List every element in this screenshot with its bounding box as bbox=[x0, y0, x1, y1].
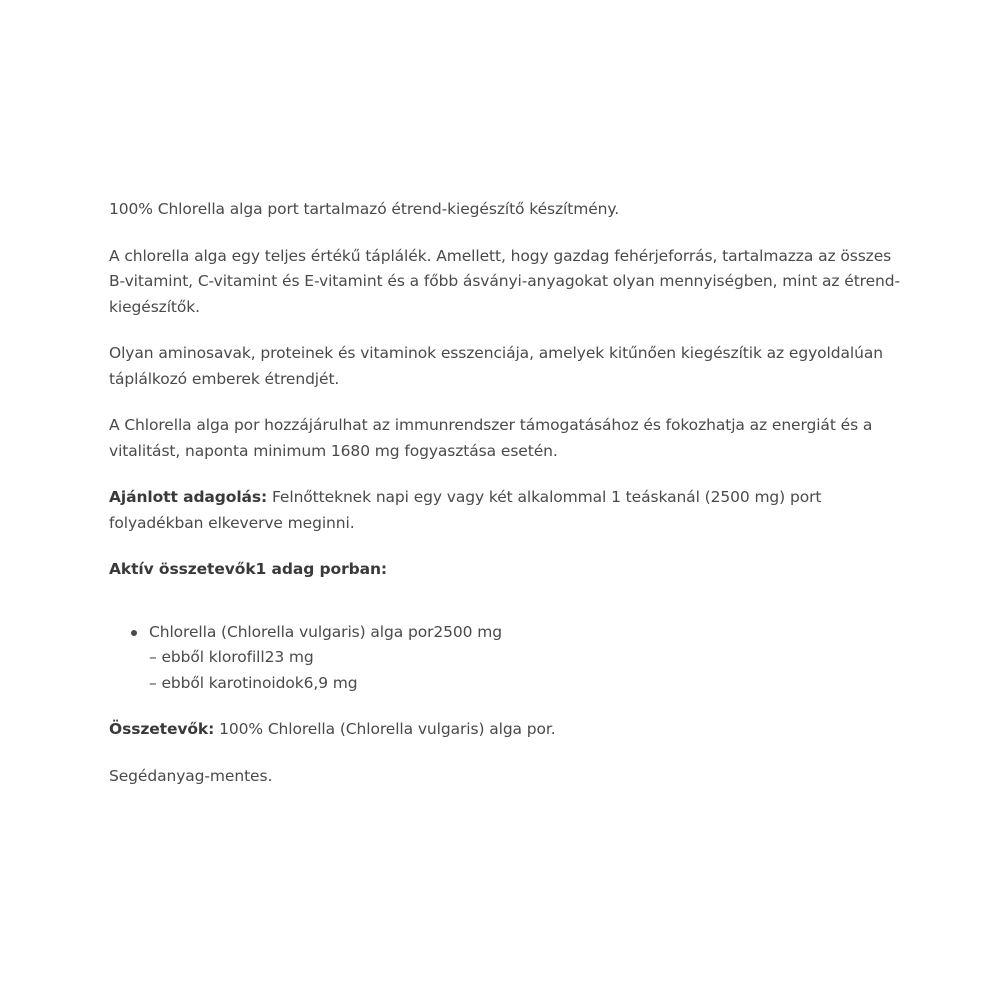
list-item bbox=[149, 620, 909, 697]
product-description bbox=[109, 197, 909, 789]
intro-paragraph: 100% Chlorella alga port tartalmazó étrend-kiegészítő készítmény. bbox=[109, 200, 620, 218]
composition-text: 100% Chlorella (Chlorella vulgaris) alga por. bbox=[214, 720, 556, 738]
active-ingredients-label: Aktív összetevők1 adag porban: bbox=[109, 560, 388, 578]
ingredient-main: Chlorella (Chlorella vulgaris) alga por2500 mg bbox=[149, 622, 502, 641]
ingredient-list bbox=[109, 620, 909, 697]
nutrition-paragraph: A chlorella alga egy teljes értékű táplálék. Amellett, hogy gazdag fehérjeforrás, tartalmazza az összes B-vitamint, C-vitamint és E-vitamint és a főbb ásványi-anyagokat olyan mennyiségben, mint az étrend-kiegészítők. bbox=[109, 246, 900, 316]
excipient-paragraph: Segédanyag-mentes. bbox=[109, 766, 273, 785]
composition-paragraph bbox=[109, 717, 909, 743]
composition-label: Összetevők: bbox=[109, 720, 215, 738]
bullet-icon bbox=[131, 630, 137, 636]
ingredient-chlorophyll: – ebből klorofill23 mg bbox=[149, 648, 314, 666]
dosage-paragraph bbox=[109, 485, 909, 536]
ingredient-carotenoids: – ebből karotinoidok6,9 mg bbox=[149, 673, 358, 692]
dosage-text: Felnőtteknek napi egy vagy két alkalommal 1 teáskanál (2500 mg) port folyadékban elkeverve meginni. bbox=[109, 488, 822, 532]
immune-paragraph: A Chlorella alga por hozzájárulhat az immunrendszer támogatásához és fokozhatja az energiát és a vitalitást, naponta minimum 1680 mg fogyasztása esetén. bbox=[109, 416, 873, 460]
amino-paragraph: Olyan aminosavak, proteinek és vitaminok esszenciája, amelyek kitűnően kiegészítik az egyoldalúan táplálkozó emberek étrendjét. bbox=[109, 344, 883, 388]
active-ingredients-heading bbox=[109, 557, 909, 583]
dosage-label: Ajánlott adagolás: bbox=[109, 488, 268, 506]
